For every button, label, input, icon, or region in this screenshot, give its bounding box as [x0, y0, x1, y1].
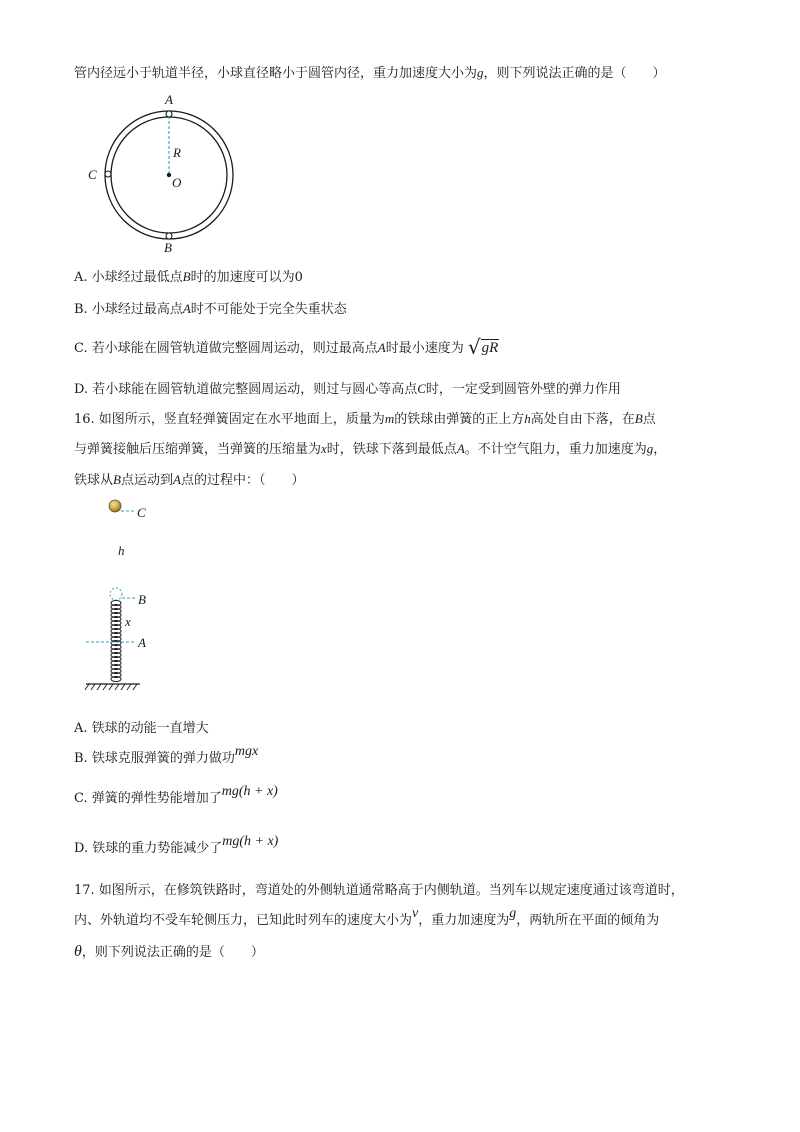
q16-label-x: x — [125, 614, 131, 629]
q16-option-c[interactable]: C. 弹簧的弹性势能增加了mg(h + x) — [74, 784, 278, 806]
q15-option-a[interactable]: A. 小球经过最低点B时的加速度可以为0 — [74, 269, 303, 285]
q16-label-h: h — [118, 543, 125, 558]
q15-option-c[interactable]: C. 若小球能在圆管轨道做完整圆周运动，则过最高点A时最小速度为 √gR — [74, 335, 499, 359]
sqrt-expression: √gR — [467, 335, 499, 359]
q15-label-R: R — [173, 145, 181, 160]
q17-stem-line1: 17. 如图所示，在修筑铁路时，弯道处的外侧轨道通常略高于内侧轨道。当列车以规定速度通过该弯道时， — [74, 883, 684, 898]
q15-option-d[interactable]: D. 若小球能在圆管轨道做完整圆周运动，则过与圆心等高点C时，一定受到圆管外壁的弹力作用 — [74, 381, 621, 397]
q16-label-A: A — [138, 635, 146, 650]
q16-label-B: B — [138, 592, 146, 607]
q16-stem-line2: 与弹簧接触后压缩弹簧，当弹簧的压缩量为x时，铁球下落到最低点A。不计空气阻力，重力加速度为g， — [74, 441, 667, 457]
q16-option-a[interactable]: A. 铁球的动能一直增大 — [74, 721, 209, 736]
q15-label-C: C — [88, 167, 97, 182]
q15-figure-circular-tube — [80, 88, 270, 258]
q15-stem: 管内径远小于轨道半径，小球直径略小于圆管内径，重力加速度大小为g，则下列说法正确的是（ ） — [74, 65, 666, 81]
q16-stem-line1: 16. 如图所示，竖直轻弹簧固定在水平地面上，质量为m的铁球由弹簧的正上方h高处自由下落，在B点 — [74, 411, 656, 427]
q16-option-b[interactable]: B. 铁球克服弹簧的弹力做功mgx — [74, 744, 259, 766]
q15-label-A: A — [165, 92, 173, 107]
q17-stem-line2: 内、外轨道均不受车轮侧压力，已知此时列车的速度大小为v，重力加速度为g，两轨所在平面的倾角为 — [74, 906, 660, 928]
q15-option-b[interactable]: B. 小球经过最高点A时不可能处于完全失重状态 — [74, 301, 347, 317]
q16-label-C: C — [137, 505, 146, 520]
q17-stem-line3: θ，则下列说法正确的是（ ） — [74, 943, 264, 960]
q16-stem-line3: 铁球从B点运动到A点的过程中：（ ） — [74, 472, 305, 488]
q15-label-O: O — [172, 175, 182, 190]
q15-label-B: B — [164, 240, 172, 255]
q16-option-d[interactable]: D. 铁球的重力势能减少了mg(h + x) — [74, 834, 279, 856]
q16-figure-spring — [80, 494, 190, 694]
